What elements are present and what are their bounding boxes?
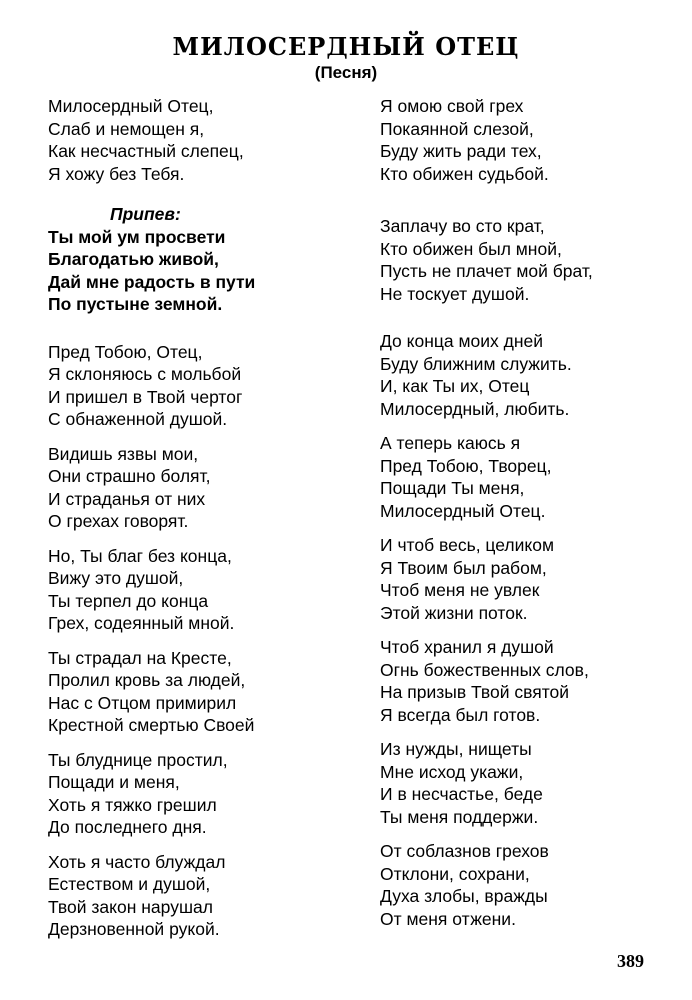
verse-line: Пощади и меня, xyxy=(48,772,180,792)
verse-line: Огнь божественных слов, xyxy=(380,659,589,680)
verse-line: От меня отжени. xyxy=(380,908,516,929)
chorus xyxy=(48,203,348,316)
verse-line: Милосердный Отец, xyxy=(48,96,214,116)
stanza xyxy=(380,534,680,624)
stanza xyxy=(48,749,348,839)
verse-line: Вижу это душой, xyxy=(48,568,184,588)
stanza xyxy=(380,95,680,185)
chorus-line: По пустыне земной. xyxy=(48,294,223,314)
verse-line: Этой жизни поток. xyxy=(380,602,528,623)
verse-line: Но, Ты благ без конца, xyxy=(48,545,232,566)
verse-line: А теперь каюсь я xyxy=(380,433,521,453)
verse-line: Милосердный Отец. xyxy=(380,500,546,521)
page-number: 389 xyxy=(617,951,644,971)
verse-line: Слаб и немощен я, xyxy=(48,118,205,139)
verse-line: Пред Тобою, Творец, xyxy=(380,455,552,476)
verse-line: Кто обижен был мной, xyxy=(380,238,562,259)
stanza xyxy=(48,341,348,431)
verse-line: Они страшно болят, xyxy=(48,466,211,486)
stanza xyxy=(380,215,680,305)
stanza xyxy=(48,851,348,941)
verse-line: Крестной смертью Своей xyxy=(48,715,255,735)
stanza xyxy=(380,330,680,420)
left-column xyxy=(48,95,348,953)
verse-line: Пусть не плачет мой брат, xyxy=(380,261,593,281)
verse-line: Нас с Отцом примирил xyxy=(48,692,237,713)
verse-line: Ты страдал на Кресте, xyxy=(48,647,232,668)
verse-line: Естеством и душой, xyxy=(48,874,211,894)
verse-line: Ты блуднице простил, xyxy=(48,749,228,770)
verse-line: Из нужды, нищеты xyxy=(380,739,532,759)
verse-line: Покаянной слезой, xyxy=(380,118,534,139)
stanza xyxy=(48,545,348,635)
verse-line: Мне исход укажи, xyxy=(380,761,524,782)
verse-line: Как несчастный слепец, xyxy=(48,141,244,161)
verse-line: До последнего дня. xyxy=(48,817,207,837)
verse-line: Хоть я тяжко грешил xyxy=(48,794,217,815)
verse-line: До конца моих дней xyxy=(380,331,544,351)
verse-line: Грех, содеянный мной. xyxy=(48,613,235,633)
verse-line: Пред Тобою, Отец, xyxy=(48,341,203,362)
verse-line: Ты меня поддержи. xyxy=(380,806,539,827)
verse-line: Я всегда был готов. xyxy=(380,704,541,725)
song-subtitle: (Песня) xyxy=(314,63,378,82)
verse-line: На призыв Твой святой xyxy=(380,682,570,702)
right-column xyxy=(380,95,680,942)
stanza xyxy=(380,738,680,828)
verse-line: Духа злобы, вражды xyxy=(380,886,548,906)
verse-line: Не тоскует душой. xyxy=(380,283,530,304)
stanza xyxy=(380,636,680,726)
verse-line: Ты терпел до конца xyxy=(48,590,209,611)
verse-line: Заплачу во сто крат, xyxy=(380,216,545,236)
verse-line: И пришел в Твой чертог xyxy=(48,386,243,407)
verse-line: И чтоб весь, целиком xyxy=(380,535,555,555)
chorus-line: Ты мой ум просвети xyxy=(48,226,226,247)
verse-line: Буду жить ради тех, xyxy=(380,141,542,161)
stanza xyxy=(48,647,348,737)
song-title: МИЛОСЕРДНЫЙ ОТЕЦ xyxy=(172,32,520,61)
verse-line: Буду ближним служить. xyxy=(380,353,572,374)
verse-line: Отклони, сохрани, xyxy=(380,863,530,884)
verse-line: О грехах говорят. xyxy=(48,511,189,531)
verse-line: Пощади Ты меня, xyxy=(380,478,525,498)
verse-line: С обнаженной душой. xyxy=(48,409,228,429)
chorus-line: Дай мне радость в пути xyxy=(48,271,256,292)
verse-line: И в несчастье, беде xyxy=(380,784,543,804)
verse-line: Дерзновенной рукой. xyxy=(48,919,220,939)
verse-line: Хоть я часто блуждал xyxy=(48,851,226,872)
verse-line: Я склоняюсь с мольбой xyxy=(48,364,242,384)
verse-line: Чтоб хранил я душой xyxy=(380,637,554,657)
verse-line: Чтоб меня не увлек xyxy=(380,580,540,600)
verse-line: Я омою свой грех xyxy=(380,96,524,116)
chorus-line: Благодатью живой, xyxy=(48,249,219,269)
verse-line: И страданья от них xyxy=(48,488,206,509)
stanza xyxy=(48,95,348,185)
chorus-label: Припев: xyxy=(110,204,181,224)
stanza xyxy=(380,840,680,930)
verse-line: Я Твоим был рабом, xyxy=(380,557,547,578)
verse-line: Я хожу без Тебя. xyxy=(48,163,185,184)
verse-line: Кто обижен судьбой. xyxy=(380,163,549,184)
verse-line: Милосердный, любить. xyxy=(380,398,570,419)
stanza xyxy=(380,432,680,522)
verse-line: И, как Ты их, Отец xyxy=(380,376,530,396)
verse-line: От соблазнов грехов xyxy=(380,841,549,861)
verse-line: Пролил кровь за людей, xyxy=(48,670,246,690)
verse-line: Твой закон нарушал xyxy=(48,896,213,917)
stanza xyxy=(48,443,348,533)
verse-line: Видишь язвы мои, xyxy=(48,443,199,464)
